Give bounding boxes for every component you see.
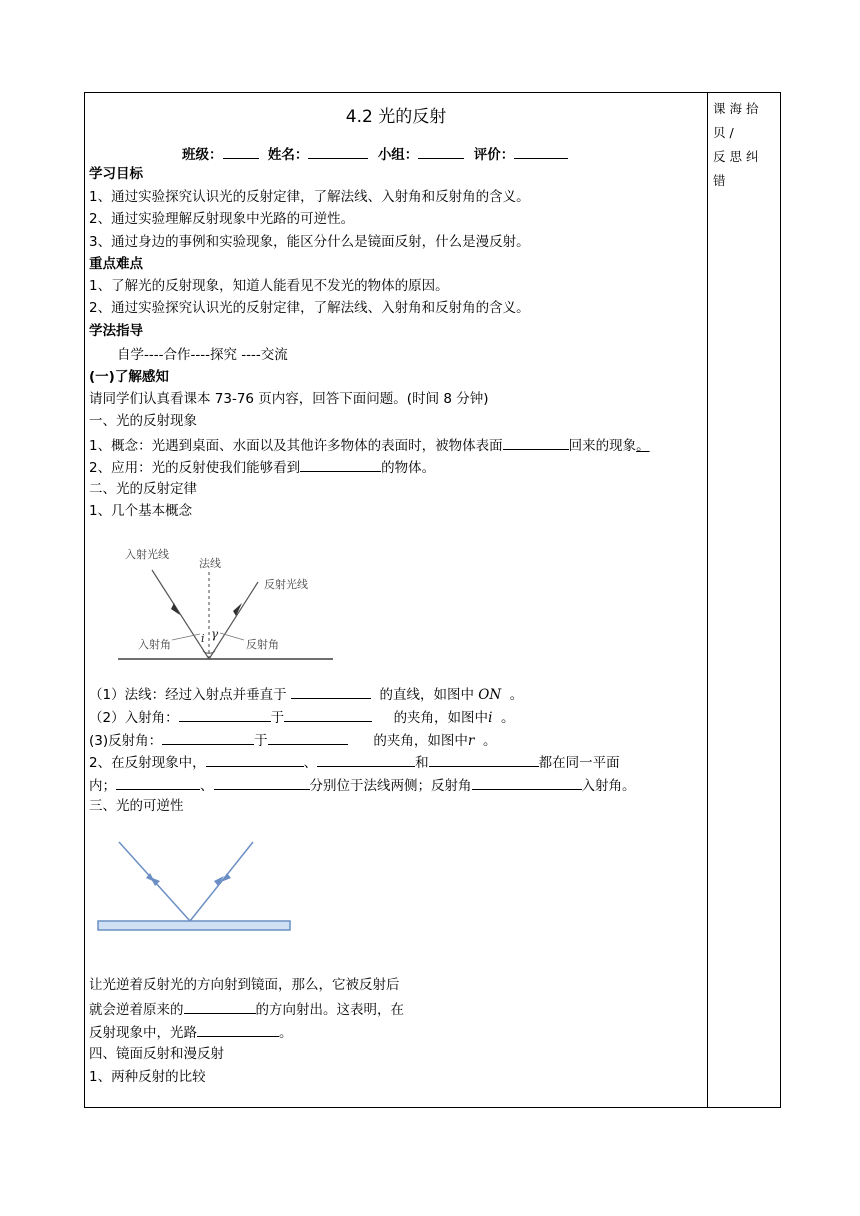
law-1c: 和 — [415, 755, 429, 771]
law-1b: 、 — [303, 755, 318, 771]
application-text-a: 2、应用：光的反射使我们能够看到 — [89, 460, 301, 476]
reflection-def-d: 。 — [482, 733, 497, 749]
reflection-symbol: r — [467, 733, 475, 749]
eval-label: 评价： — [473, 147, 515, 163]
reflection-def-b: 于 — [254, 733, 268, 749]
name-label: 姓名： — [267, 147, 309, 163]
key-point-1: 1、了解光的反射现象，知道人能看见不发光的物体的原因。 — [89, 278, 449, 294]
reflection-def-c: 的夹角，如图中 — [373, 733, 468, 749]
key-points-heading: 重点难点 — [89, 256, 143, 272]
law-1a: 2、在反射现象中， — [89, 755, 206, 771]
reversibility-heading: 三、光的可逆性 — [89, 798, 184, 814]
objective-3: 3、通过身边的事例和实验现象，能区分什么是镜面反射，什么是漫反射。 — [89, 234, 530, 250]
side-note-line-2: 反思纠错 — [713, 149, 763, 188]
key-point-2: 2、通过实验探究认识光的反射定律，了解法线、入射角和反射角的含义。 — [89, 300, 530, 316]
reversibility-blank-2 — [197, 1023, 279, 1037]
normal-def-c: 。 — [509, 687, 524, 703]
reversibility-text-2 — [89, 1000, 404, 1019]
law-1d: 都在同一平面 — [538, 755, 620, 771]
concept-text-c: 。 — [636, 438, 650, 454]
law-2d: 入射角。 — [581, 778, 636, 794]
section-1-intro: 请同学们认真看课本 73-76 页内容，回答下面问题。(时间 8 分钟) — [89, 391, 489, 407]
incident-symbol: i — [488, 710, 493, 726]
reversibility-blank-1 — [184, 1000, 256, 1014]
application-text-b: 的物体。 — [381, 460, 436, 476]
normal-def-b: 的直线，如图中 — [379, 687, 474, 703]
basic-concepts-heading: 1、几个基本概念 — [89, 503, 193, 519]
reversibility-3a: 反射现象中，光路 — [89, 1025, 197, 1041]
incident-def-c: 的夹角，如图中 — [393, 710, 489, 726]
section-4-heading: 四、镜面反射和漫反射 — [89, 1046, 224, 1062]
reversibility-2a: 就会逆着原来的 — [89, 1002, 184, 1018]
normal-def-a: （1）法线：经过入射点并垂直于 — [89, 687, 287, 703]
incident-def-a: （2）入射角： — [89, 710, 179, 726]
objective-1: 1、通过实验探究认识光的反射定律，了解法线、入射角和反射角的含义。 — [89, 189, 530, 205]
incident-angle-label: 入射角 — [138, 638, 171, 651]
page-title: 4.2 光的反射 — [345, 107, 447, 127]
mirror — [98, 921, 290, 930]
incident-def-d: 。 — [500, 710, 515, 726]
angle-i-symbol: i — [201, 632, 205, 645]
reflection-def-a: (3)反射角： — [89, 733, 163, 749]
comparison-heading: 1、两种反射的比较 — [89, 1069, 206, 1085]
method-heading: 学法指导 — [89, 323, 143, 339]
reflection-law-heading: 二、光的反射定律 — [89, 481, 197, 497]
reflection-angle-label: 反射角 — [246, 638, 279, 651]
normal-label: 法线 — [199, 557, 221, 570]
incident-def-b: 于 — [270, 710, 285, 726]
concept-text-b: 回来的现象 — [568, 438, 637, 454]
angle-r-symbol: γ — [211, 627, 219, 641]
incident-ray-label: 入射光线 — [125, 548, 169, 561]
reversibility-text-1: 让光逆着反射光的方向射到镜面，那么，它被反射后 — [89, 977, 400, 993]
reversibility-text-3 — [89, 1023, 293, 1042]
group-label: 小组： — [377, 147, 419, 163]
class-label: 班级： — [182, 147, 223, 163]
law-2c: 分别位于法线两侧；反射角 — [309, 778, 472, 794]
section-1-heading: (一)了解感知 — [89, 369, 169, 385]
reflected-ray-label: 反射光线 — [264, 578, 308, 591]
incoming-arrow-back — [150, 877, 160, 886]
reversibility-3b: 。 — [279, 1025, 293, 1041]
reversibility-2b: 的方向射出。这表明，在 — [255, 1002, 404, 1018]
objective-2: 2、通过实验理解反射现象中光路的可逆性。 — [89, 211, 355, 227]
objectives-heading: 学习目标 — [89, 166, 143, 182]
reflection-phenomenon-heading: 一、光的反射现象 — [89, 413, 197, 429]
normal-symbol: ON — [478, 687, 502, 703]
method-text: 自学----合作----探究 ----交流 — [117, 347, 288, 363]
law-2a: 内； — [89, 778, 116, 794]
concept-text-a: 1、概念：光遇到桌面、水面以及其他许多物体的表面时，被物体表面 — [89, 438, 503, 454]
law-2b: 、 — [200, 778, 214, 794]
side-note-line-1: 课海拾贝/ — [713, 101, 763, 140]
